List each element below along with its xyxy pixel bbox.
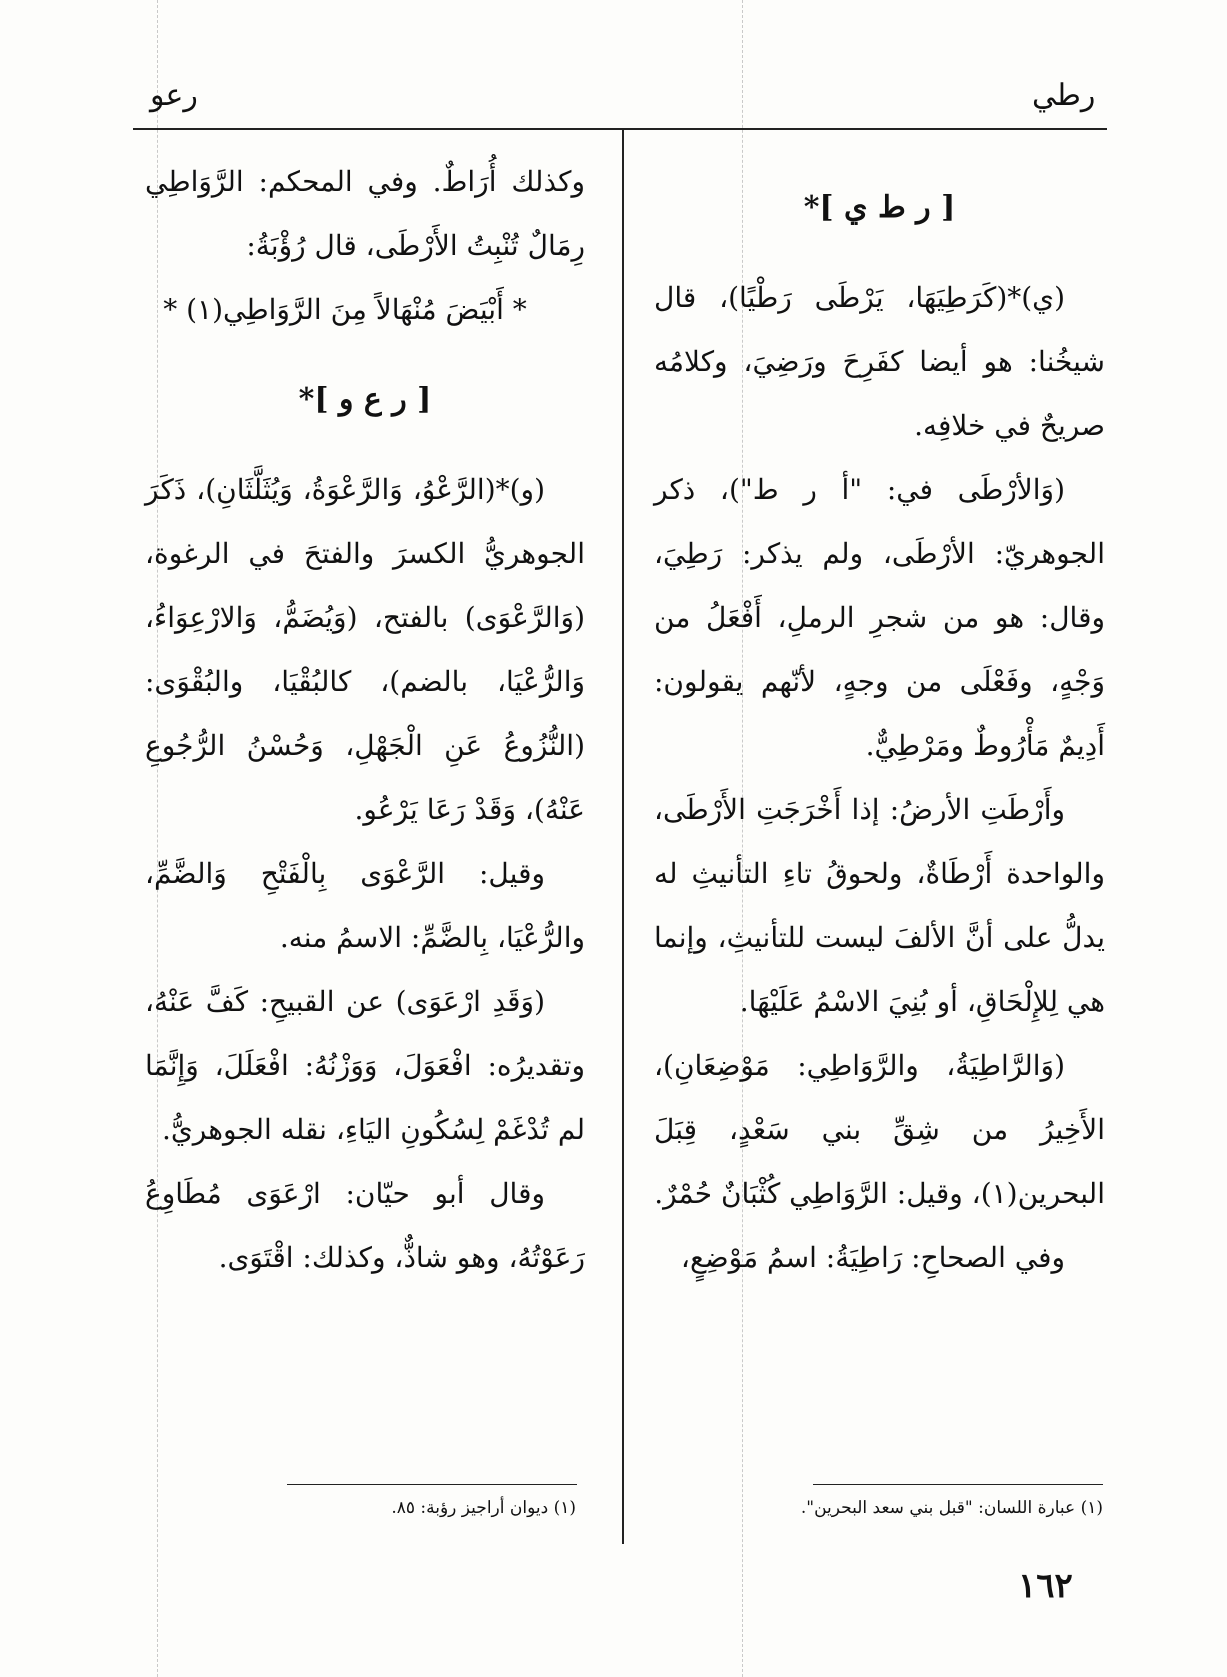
footnote-rule bbox=[813, 1484, 1103, 1485]
column-divider bbox=[622, 128, 624, 1544]
footnote-rule bbox=[287, 1484, 577, 1485]
paragraph: (وَالأرْطَى في: "أ ر ط")، ذكر الجوهريّ: الأرْطَى، ولم يذكر: رَطِيَ، وقال: هو من شجرِ الرملِ، أَفْعَلُ من وَجْهٍ، وفَعْلَى من وجهٍ، لأنّهم يقولون: أَدِيمٌ مَأْرُوطٌ ومَرْطِيٌّ. bbox=[654, 473, 1105, 762]
footnote: (١) عبارة اللسان: "قبل بني سعد البحرين". bbox=[800, 1498, 1103, 1518]
running-head-left: رعو bbox=[150, 78, 198, 113]
paragraph: (وَالرَّاطِيَةُ، والرَّوَاطِي: مَوْضِعَانِ)، الأَخِيرُ من شِقِّ بني سَعْدٍ، قِبَلَ البحرين(١)، وقيل: الرَّوَاطِي كُثْبَانٌ حُمْرٌ. bbox=[654, 1049, 1105, 1210]
entry-heading: [ ر ع و ]* bbox=[298, 382, 432, 417]
paragraph: وفي الصحاحِ: رَاطِيَةُ: اسمُ مَوْضِعٍ، bbox=[680, 1241, 1065, 1274]
right-column bbox=[654, 150, 1105, 1290]
footnote: (١) ديوان أراجيز رؤبة: ٨٥. bbox=[391, 1498, 576, 1518]
entry-heading: [ ر ط ي ]* bbox=[803, 190, 956, 225]
paragraph: وكذلك أُرَاطٌ. وفي المحكم: الرَّوَاطِي رِمَالٌ تُنْبِتُ الأَرْطَى، قال رُؤْبَةُ: bbox=[145, 165, 585, 262]
paragraph: (وَقَدِ ارْعَوَى) عن القبيحِ: كَفَّ عَنْهُ، وتقديرُه: افْعَوَلَ، وَوَزْنُهُ: افْعَلَلَ، وَإِنَّمَا لم تُدْغَمْ لِسُكُونِ اليَاءِ، نقله الجوهريُّ. bbox=[145, 985, 585, 1146]
verse-line: * أَبْيَضَ مُنْهَالاً مِنَ الرَّوَاطِي(١) * bbox=[163, 293, 527, 326]
running-head-right: رطي bbox=[1032, 78, 1096, 113]
header-rule bbox=[133, 128, 1107, 130]
paragraph: وقيل: الرَّعْوَى بِالْفَتْحِ وَالضَّمِّ، والرُّعْيَا، بِالضَّمِّ: الاسمُ منه. bbox=[145, 857, 585, 954]
paragraph: وقال أبو حيّان: ارْعَوَى مُطَاوِعُ رَعَوْتُهُ، وهو شاذٌّ، وكذلك: اقْتَوَى. bbox=[145, 1177, 585, 1274]
paragraph: (ي)*(كَرَطِيَهَا، يَرْطَى رَطْيًا)، قال شيخُنا: هو أيضا كفَرِحَ ورَضِيَ، وكلامُه صريحٌ في خلافِه. bbox=[654, 281, 1105, 442]
left-column bbox=[145, 150, 585, 1290]
paragraph: وأَرْطَتِ الأرضُ: إذا أَخْرَجَتِ الأَرْطَى، والواحدة أَرْطَاةٌ، ولحوقُ تاءِ التأنيثِ له يدلُّ على أنَّ الألفَ ليست للتأنيثِ، وإنما هي لِلإِلْحَاقِ، أو بُنِيَ الاسْمُ عَلَيْهَا. bbox=[654, 793, 1105, 1018]
page-number: ١٦٢ bbox=[1018, 1566, 1073, 1606]
paragraph: (و)*(الرَّعْوُ، وَالرَّعْوَةُ، وَيُثَلَّثَانِ)، ذَكَرَ الجوهريُّ الكسرَ والفتحَ في الرغوة، (وَالرَّعْوَى) بالفتح، (وَيُضَمُّ، وَالارْعِوَاءُ، وَالرُّعْيَا، بالضم)، كالبُقْيَا، والبُقْوَى: (النُّزُوعُ عَنِ الْجَهْلِ، وَحُسْنُ الرُّجُوعِ عَنْهُ)، وَقَدْ رَعَا يَرْعُو. bbox=[145, 473, 585, 826]
